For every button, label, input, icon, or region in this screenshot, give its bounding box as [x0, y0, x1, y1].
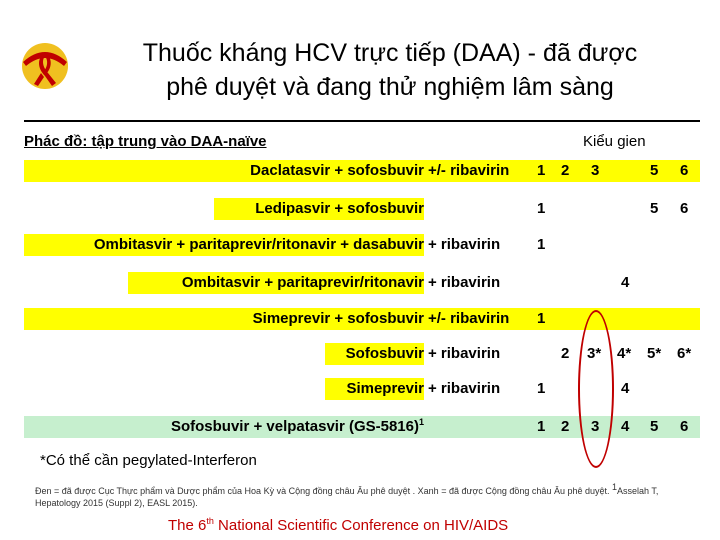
legend-citation: Asselah T, Hepatology 2015 (Suppl 2), EASL 2015).	[35, 486, 659, 508]
genotype-6: 6	[680, 200, 689, 217]
drug-regimen: Ombitasvir + paritaprevir/ritonavir + dasabuvir	[93, 236, 424, 253]
conference-ordinal: th	[206, 516, 214, 526]
genotype-5: 5	[650, 162, 659, 179]
conference-text-start: The 6	[168, 517, 207, 534]
genotype-2: 2	[561, 162, 570, 179]
title-line-1: Thuốc kháng HCV trực tiếp (DAA) - đã được	[142, 39, 638, 67]
ribavirin-option: + ribavirin	[428, 380, 501, 397]
drug-regimen: Sofosbuvir	[345, 345, 424, 362]
genotype-2: 2	[561, 345, 570, 362]
conference-footer	[168, 517, 508, 534]
genotype-1: 1	[537, 310, 546, 327]
aids-ribbon-logo	[20, 40, 70, 90]
genotype-4: 4	[621, 418, 630, 435]
slide-title	[80, 36, 700, 104]
genotype-4: 4	[621, 380, 630, 397]
ribavirin-option: +/- ribavirin	[428, 162, 510, 179]
drug-regimen: Ledipasvir + sofosbuvir	[255, 200, 424, 217]
drug-regimen: Simeprevir + sofosbuvir	[252, 310, 424, 327]
drug-regimen: Simeprevir	[346, 380, 424, 397]
legend-reference-marker: 1	[612, 482, 618, 492]
genotype-4: 4*	[617, 345, 632, 362]
drug-regimen	[171, 416, 424, 438]
ribavirin-option: + ribavirin	[428, 236, 501, 253]
genotype-3: 3	[591, 418, 600, 435]
footnote: *Có thể cần pegylated-Interferon	[40, 452, 257, 469]
genotype-1: 1	[537, 380, 546, 397]
genotype-header: Kiểu gien	[583, 133, 646, 150]
color-legend	[35, 482, 675, 509]
ribavirin-option: + ribavirin	[428, 274, 501, 291]
genotype-5: 5*	[647, 345, 662, 362]
genotype-1: 1	[537, 162, 546, 179]
drug-regimen: Ombitasvir + paritaprevir/ritonavir	[181, 274, 424, 291]
title-divider	[24, 120, 700, 122]
genotype-1: 1	[537, 418, 546, 435]
legend-text: Đen = đã được Cục Thực phẩm và Dược phẩm của Hoa Kỳ và Cộng đồng châu Âu phê duyệt . Xanh = đã được Cộng đồng châu Âu phê duyệt.	[35, 486, 612, 496]
drug-regimen-text: Sofosbuvir + velpatasvir (GS-5816)	[170, 418, 419, 435]
genotype-5: 5	[650, 418, 659, 435]
genotype-3: 3	[591, 162, 600, 179]
genotype-6: 6*	[677, 345, 692, 362]
genotype-1: 1	[537, 236, 546, 253]
genotype-3-highlight-oval	[578, 310, 614, 468]
reference-marker: 1	[418, 417, 424, 427]
genotype-6: 6	[680, 418, 689, 435]
title-line-2: phê duyệt và đang thử nghiệm lâm sàng	[166, 73, 614, 101]
genotype-4: 4	[621, 274, 630, 291]
conference-text-end: National Scientific Conference on HIV/AIDS	[213, 517, 509, 534]
genotype-2: 2	[561, 418, 570, 435]
ribavirin-option: +/- ribavirin	[428, 310, 510, 327]
genotype-6: 6	[680, 162, 689, 179]
drug-regimen: Daclatasvir + sofosbuvir	[250, 162, 424, 179]
ribavirin-option: + ribavirin	[428, 345, 501, 362]
regimen-note: Phác đồ: tập trung vào DAA-naïve	[24, 133, 267, 150]
genotype-5: 5	[650, 200, 659, 217]
genotype-1: 1	[537, 200, 546, 217]
genotype-3: 3*	[587, 345, 602, 362]
